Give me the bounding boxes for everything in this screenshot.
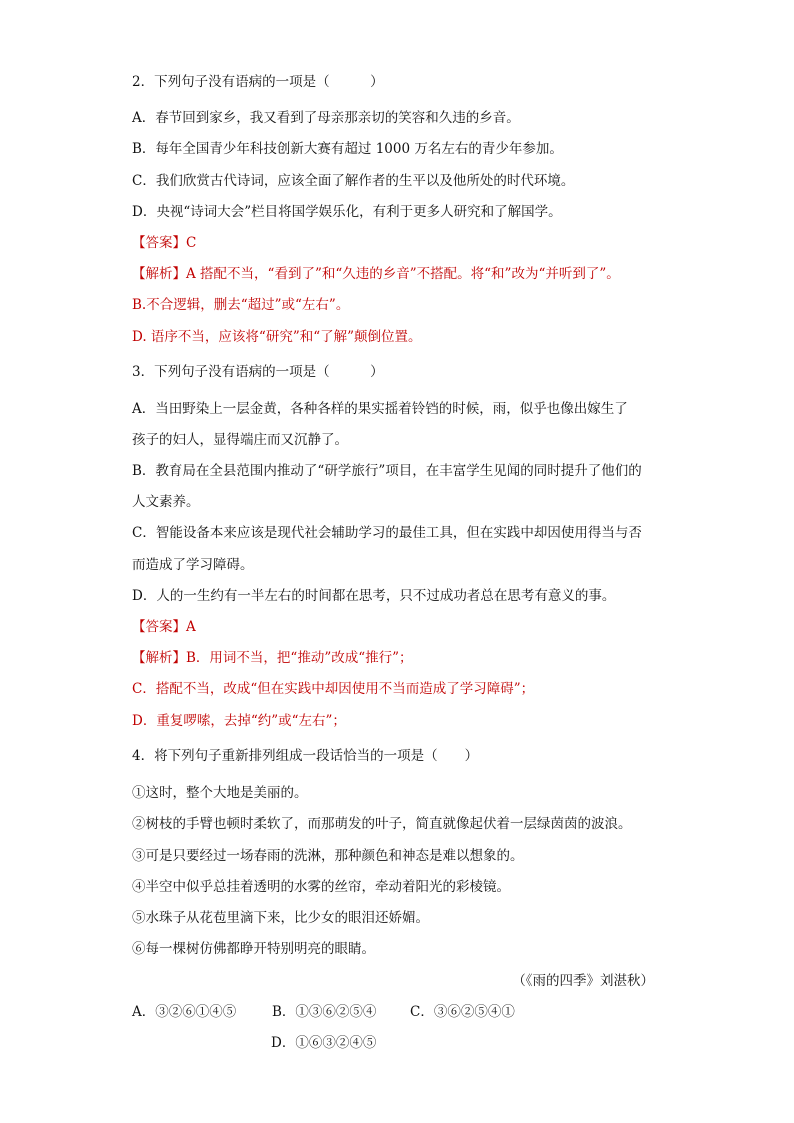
q3-analysis-text: B．用词不当，把“推动”改成“推行”； [186, 650, 413, 666]
q2-analysis-text: A 搭配不当，“看到了”和“久违的乡音”不搭配。将“和”改为“并听到了”。 [186, 266, 620, 282]
q2-option-c: C．我们欣赏古代诗词，应该全面了解作者的生平以及他所处的时代环境。 [132, 173, 575, 189]
q4-choice-d: D．①⑥③②④⑤ [271, 1035, 377, 1051]
q2-answer [132, 233, 196, 253]
q4-sentence-2: ②树枝的手臂也顿时柔软了，而那萌发的叶子，简直就像起伏着一层绿茵茵的波浪。 [132, 816, 632, 832]
q4-sentence-6: ⑥每一棵树仿佛都睁开特别明亮的眼睛。 [132, 941, 375, 957]
q4-sentence-4: ④半空中似乎总挂着透明的水雾的丝帘，牵动着阳光的彩棱镜。 [132, 879, 510, 895]
q3-option-c-2: 而造成了学习障碍。 [132, 557, 254, 573]
q2-analysis-b: B.不合逻辑，删去“超过”或“左右”。 [132, 297, 350, 313]
q3-answer [132, 617, 196, 637]
q4-choice-c: C．③⑥②⑤④① [410, 1004, 515, 1020]
q2-option-b: B．每年全国青少年科技创新大赛有超过 1000 万名左右的青少年参加。 [132, 141, 563, 157]
q4-sentence-5: ⑤水珠子从花苞里滴下来，比少女的眼泪还娇媚。 [132, 910, 429, 926]
q4-stem: 4．将下列句子重新排列组成一段话恰当的一项是（ ） [132, 748, 479, 764]
q3-option-b-1: B．教育局在全县范围内推动了“研学旅行”项目，在丰富学生见闻的同时提升了他们的 [132, 463, 642, 479]
q4-sentence-3: ③可是只要经过一场春雨的洗淋，那种颜色和神态是难以想象的。 [132, 848, 524, 864]
q3-option-a-1: A．当田野染上一层金黄，各种各样的果实摇着铃铛的时候，雨，似乎也像出嫁生了 [132, 401, 628, 417]
q2-analysis-a [132, 264, 620, 284]
q4-sentence-1: ①这时，整个大地是美丽的。 [132, 785, 308, 801]
q2-answer-value: C [186, 235, 197, 251]
q3-analysis-d: D．重复啰嗦，去掉“约”或“左右”； [132, 713, 346, 729]
q2-stem: 2．下列句子没有语病的一项是（ ） [132, 74, 384, 90]
q3-option-b-2: 人文素养。 [132, 494, 200, 510]
q2-answer-label: 【答案】 [132, 235, 186, 251]
q3-option-c-1: C．智能设备本来应该是现代社会辅助学习的最佳工具，但在实践中却因使用得当与否 [132, 525, 642, 541]
q3-answer-value: A [186, 619, 196, 635]
q2-option-d: D．央视“诗词大会”栏目将国学娱乐化，有利于更多人研究和了解国学。 [132, 204, 562, 220]
q3-analysis-b [132, 648, 413, 668]
q4-choice-a: A．③②⑥①④⑤ [132, 1004, 237, 1020]
q3-answer-label: 【答案】 [132, 619, 186, 635]
q3-stem: 3．下列句子没有语病的一项是（ ） [132, 364, 384, 380]
q2-analysis-label: 【解析】 [132, 266, 186, 282]
q4-choice-b: B．①③⑥②⑤④ [272, 1004, 377, 1020]
q4-choices-row [132, 1002, 515, 1022]
q3-analysis-label: 【解析】 [132, 650, 186, 666]
q4-source: （《雨的四季》刘湛秋） [512, 973, 654, 989]
q2-analysis-d: D. 语序不当，应该将“研究”和“了解”颠倒位置。 [132, 329, 422, 345]
q3-analysis-c: C．搭配不当，改成“但在实践中却因使用不当而造成了学习障碍”； [132, 681, 535, 697]
q3-option-d: D．人的一生约有一半左右的时间都在思考，只不过成功者总在思考有意义的事。 [132, 588, 616, 604]
q2-option-a: A．春节回到家乡，我又看到了母亲那亲切的笑容和久违的乡音。 [132, 110, 520, 126]
q3-option-a-2: 孩子的妇人，显得端庄而又沉静了。 [132, 432, 348, 448]
